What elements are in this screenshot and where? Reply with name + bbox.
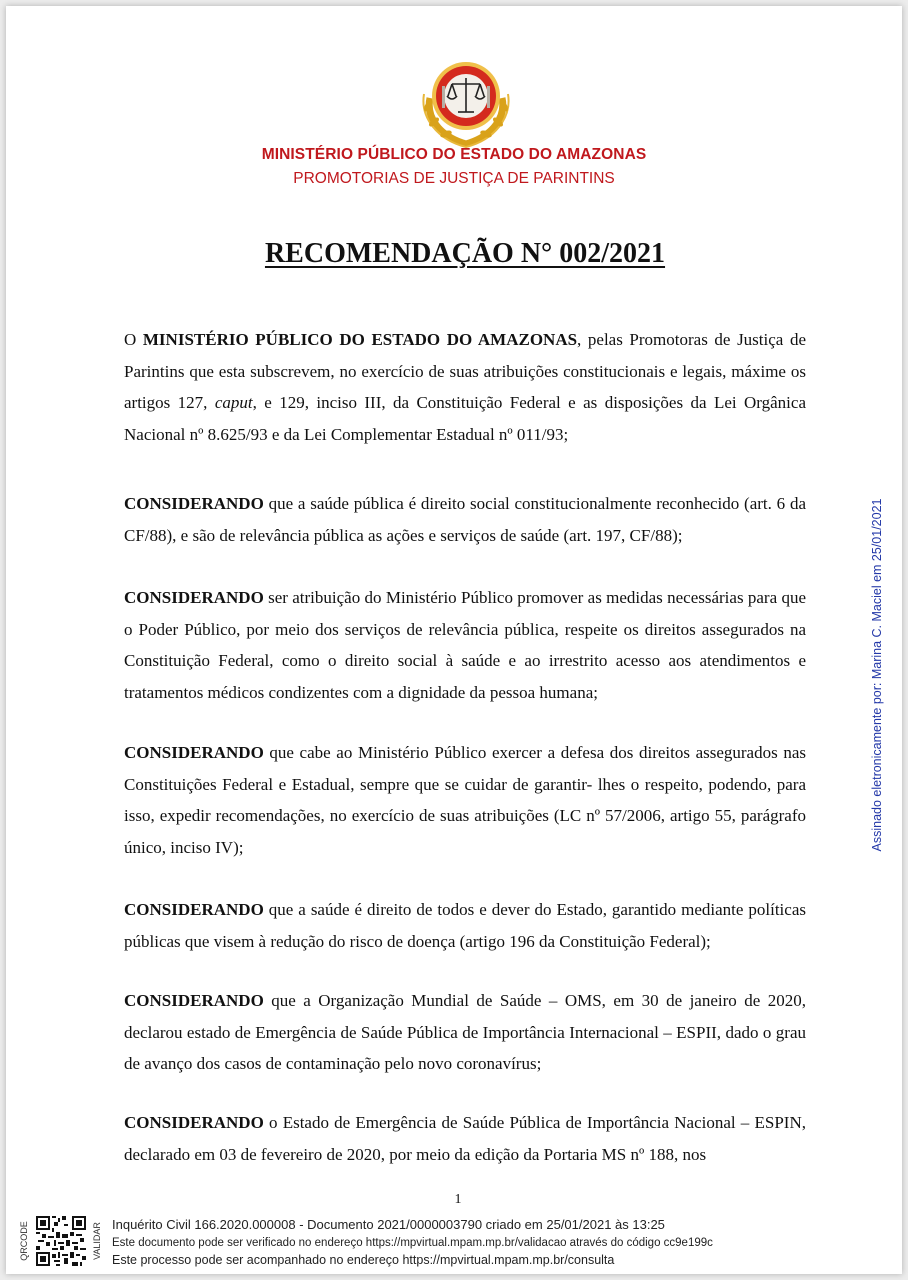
considerando-text: que a Organização Mundial de Saúde – OMS, em 30 de janeiro de 2020, declarou estado de Emergência de Saúde Pública de Importância Internacional – ESPII, dado o grau de avanço dos casos de contaminação pelo novo coronavírus; (124, 991, 806, 1073)
footer-validation-info: Este documento pode ser verificado no endereço https://mpvirtual.mpam.mp.br/validacao através do código cc9e199c (112, 1237, 713, 1249)
considerando-keyword: CONSIDERANDO (124, 743, 264, 762)
considerando-text: que a saúde pública é direito social constitucionalmente reconhecido (art. 6 da CF/88), e são de relevância pública as ações e serviços de saúde (art. 197, CF/88); (124, 494, 806, 545)
considerando-keyword: CONSIDERANDO (124, 991, 264, 1010)
signature-stamp-text: Assinado eletronicamente por: Marina C. Maciel em 25/01/2021 (870, 498, 884, 852)
considerando-keyword: CONSIDERANDO (124, 494, 264, 513)
intro-caput: caput (214, 393, 253, 412)
considerando-paragraph (124, 737, 806, 863)
considerando-paragraph (124, 488, 806, 551)
intro-paragraph (124, 324, 806, 450)
org-name: MINISTÉRIO PÚBLICO DO ESTADO DO AMAZONAS (261, 146, 647, 163)
considerando-paragraph (124, 1107, 806, 1170)
intro-text-1: , pelas Promotoras de Justiça de Parintins que esta subscrevem, no exercício de suas atribuições constitucionais e legais, máxime os artigos 127, (124, 330, 806, 412)
validar-label: VALIDAR (92, 1222, 102, 1260)
footer-document-info: Inquérito Civil 166.2020.000008 - Documento 2021/0000003790 criado em 25/01/2021 às 13:25 (112, 1217, 665, 1232)
considerando-text: que cabe ao Ministério Público exercer a defesa dos direitos assegurados nas Constituições Federal e Estadual, sempre que se cuidar de garantir- lhes o respeito, podendo, para isso, expedir recomendações, no exercício de suas atribuições (LC nº 57/2006, artigo 55, parágrafo único, inciso IV); (124, 743, 806, 857)
intro-text-2: , e 129, inciso III, da Constituição Federal e as disposições da Lei Orgânica Nacional nº 8.625/93 e da Lei Complementar Estadual nº 011/93; (124, 393, 806, 444)
qr-code-icon[interactable] (36, 1216, 86, 1266)
document-title: RECOMENDAÇÃO N° 002/2021 (264, 238, 666, 269)
footer-consulta-info: Este processo pode ser acompanhado no endereço https://mpvirtual.mpam.mp.br/consulta (112, 1253, 615, 1267)
considerando-paragraph (124, 582, 806, 708)
intro-lead: O (124, 330, 143, 349)
considerando-text: ser atribuição do Ministério Público promover as medidas necessárias para que o Poder Público, por meio dos serviços de relevância pública, respeite os direitos assegurados na Constituição Federal, como o direito social à saúde e ao irrestrito acesso aos atendimentos e tratamentos médicos condizentes com a dignidade da pessoa humana; (124, 588, 806, 702)
page-number: 1 (454, 1192, 462, 1207)
justice-scales-seal-icon (412, 58, 520, 148)
electronic-signature-stamp (864, 484, 890, 866)
intro-org-name: MINISTÉRIO PÚBLICO DO ESTADO DO AMAZONAS (142, 330, 578, 349)
considerando-keyword: CONSIDERANDO (124, 900, 264, 919)
considerando-text: que a saúde é direito de todos e dever do Estado, garantido mediante políticas públicas que visem à redução do risco de doença (artigo 196 da Constituição Federal); (124, 900, 806, 951)
considerando-text: o Estado de Emergência de Saúde Pública de Importância Nacional – ESPIN, declarado em 03 de fevereiro de 2020, por meio da edição da Portaria MS nº 188, nos (124, 1113, 806, 1164)
qrcode-label: QRCODE (19, 1221, 29, 1261)
considerando-paragraph (124, 985, 806, 1080)
org-subtitle: PROMOTORIAS DE JUSTIÇA DE PARINTINS (293, 170, 615, 187)
considerando-keyword: CONSIDERANDO (124, 588, 264, 607)
considerando-keyword: CONSIDERANDO (124, 1113, 264, 1132)
considerando-paragraph (124, 894, 806, 957)
